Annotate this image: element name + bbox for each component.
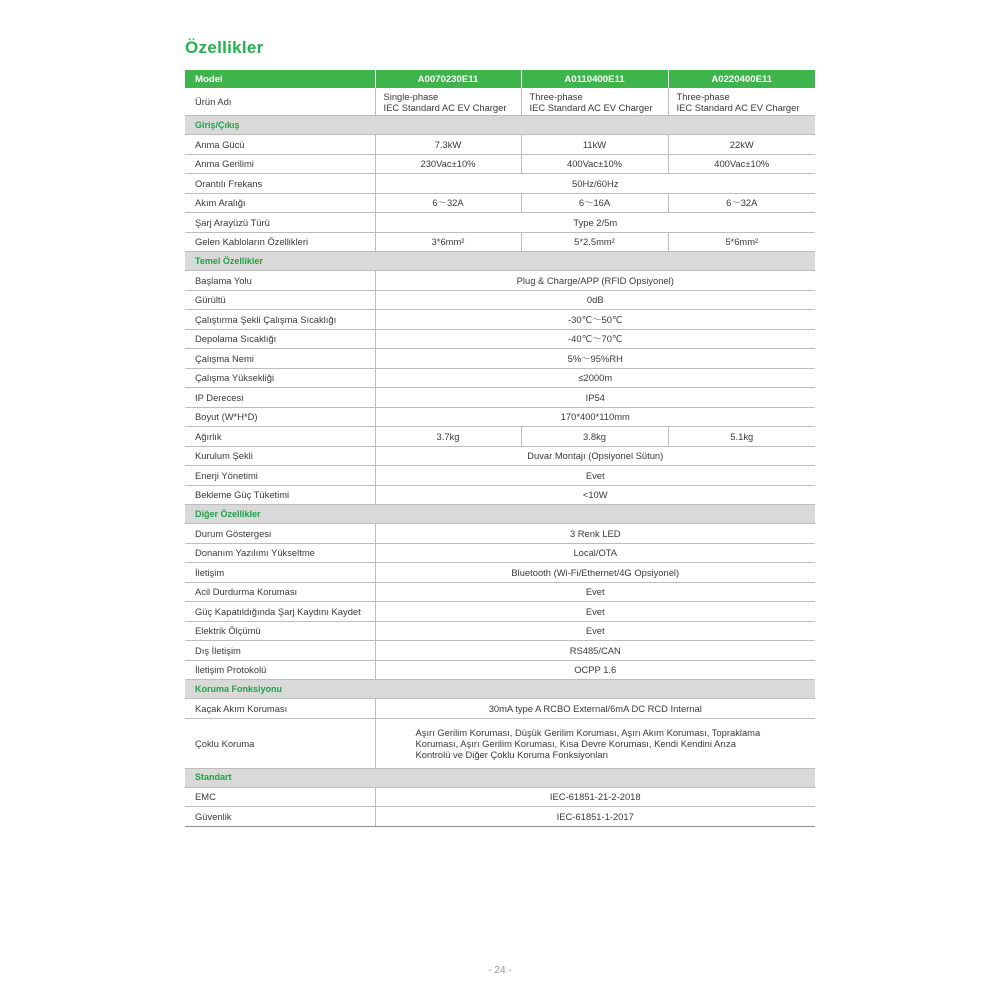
row-label: İletişim Protokolü [185,660,375,680]
spec-table [185,70,815,827]
table-row [185,407,815,427]
table-row [185,466,815,486]
cell-value: 170*400*110mm [375,407,815,427]
table-row [185,446,815,466]
table-row [185,699,815,719]
cell-value: ≤2000m [375,368,815,388]
table-row [185,174,815,194]
row-label: Donanım Yazılımı Yükseltme [185,543,375,563]
row-label: Kurulum Şekli [185,446,375,466]
cell-value: -30℃～50℃ [375,310,815,330]
row-label: Ürün Adı [185,88,375,116]
table-row [185,232,815,252]
cell-value: OCPP 1.6 [375,660,815,680]
cell-value: Evet [375,621,815,641]
cell-value: Evet [375,602,815,622]
table-row [185,787,815,807]
row-label: Depolama Sıcaklığı [185,329,375,349]
cell-value: 5%～95%RH [375,349,815,369]
cell-value: 400Vac±10% [668,154,815,174]
row-label: Elektrik Ölçümü [185,621,375,641]
table-row [185,329,815,349]
cell-value: 5*6mm² [668,232,815,252]
cell-value: 3 Renk LED [375,524,815,544]
model-header: Model [185,70,375,88]
row-label: Bekleme Güç Tüketimi [185,485,375,505]
cell-value: 6～32A [668,193,815,213]
section-header: Standart [185,768,815,787]
section-header: Diğer Özellikler [185,505,815,524]
table-row [185,290,815,310]
table-header-row [185,70,815,88]
table-row [185,602,815,622]
cell-value: 0dB [375,290,815,310]
table-row [185,310,815,330]
row-label: Başlama Yolu [185,271,375,291]
model-col-1: A0070230E11 [375,70,521,88]
product-name-3: Three-phase IEC Standard AC EV Charger [668,88,815,116]
row-label: Orantılı Frekans [185,174,375,194]
row-label: Güç Kapatıldığında Şarj Kaydını Kaydet [185,602,375,622]
cell-value: 22kW [668,135,815,155]
cell-value: 3.7kg [375,427,521,447]
cell-value: 30mA type A RCBO External/6mA DC RCD Internal [375,699,815,719]
cell-value: 400Vac±10% [521,154,668,174]
cell-value: <10W [375,485,815,505]
cell-value: 6～16A [521,193,668,213]
cell-value: Aşırı Gerilim Koruması, Düşük Gerilim Koruması, Aşırı Akım Koruması, Topraklama Koruması, Aşırı Gerilim Koruması, Kısa Devre Koruması, Kendi Kendini Arıza Kontrolü ve Diğer Çoklu Koruma Fonksiyonları [375,718,815,768]
cell-value: 7.3kW [375,135,521,155]
row-label: IP Derecesi [185,388,375,408]
table-row [185,660,815,680]
row-label: Gelen Kabloların Özellikleri [185,232,375,252]
row-label: Çalışma Nemi [185,349,375,369]
cell-value: Type 2/5m [375,213,815,233]
cell-value: 50Hz/60Hz [375,174,815,194]
table-row [185,349,815,369]
table-row [185,807,815,827]
cell-value: IEC-61851-21-2-2018 [375,787,815,807]
row-label: EMC [185,787,375,807]
section-header: Giriş/Çıkış [185,116,815,135]
cell-value: 11kW [521,135,668,155]
row-label: Ağırlık [185,427,375,447]
row-label: Acil Durdurma Koruması [185,582,375,602]
table-row [185,641,815,661]
table-row [185,427,815,447]
table-row [185,213,815,233]
row-label: Anma Gerilimi [185,154,375,174]
cell-value: -40℃～70℃ [375,329,815,349]
table-row [185,154,815,174]
table-row [185,582,815,602]
row-label: Gürültü [185,290,375,310]
row-label: Enerji Yönetimi [185,466,375,486]
row-label: Çoklu Koruma [185,718,375,768]
table-row [185,621,815,641]
page-number: - 24 - [488,965,512,976]
table-row [185,543,815,563]
cell-value: 5*2.5mm² [521,232,668,252]
table-row [185,388,815,408]
cell-value: RS485/CAN [375,641,815,661]
table-row [185,271,815,291]
row-label: Çalıştırma Şekli Çalışma Sıcaklığı [185,310,375,330]
cell-value: Plug & Charge/APP (RFID Opsiyonel) [375,271,815,291]
row-label: Akım Aralığı [185,193,375,213]
row-label: Dış İletişim [185,641,375,661]
table-row [185,718,815,768]
table-row [185,563,815,583]
row-label: Boyut (W*H*D) [185,407,375,427]
table-row [185,88,815,116]
cell-value: Evet [375,582,815,602]
model-col-3: A0220400E11 [668,70,815,88]
row-label: Kaçak Akım Koruması [185,699,375,719]
product-name-2: Three-phase IEC Standard AC EV Charger [521,88,668,116]
cell-value: Bluetooth (Wi-Fi/Ethernet/4G Opsiyonel) [375,563,815,583]
model-col-2: A0110400E11 [521,70,668,88]
page-title: Özellikler [185,38,264,57]
cell-value: IEC-61851-1-2017 [375,807,815,827]
row-label: Güvenlik [185,807,375,827]
row-label: İletişim [185,563,375,583]
cell-value: 230Vac±10% [375,154,521,174]
cell-value: 3*6mm² [375,232,521,252]
cell-value: Evet [375,466,815,486]
table-row [185,485,815,505]
section-header: Koruma Fonksiyonu [185,680,815,699]
cell-value: Local/OTA [375,543,815,563]
row-label: Anma Gücü [185,135,375,155]
cell-value: Duvar Montajı (Opsiyonel Sütun) [375,446,815,466]
row-label: Durum Göstergesi [185,524,375,544]
table-row [185,135,815,155]
table-row [185,368,815,388]
cell-value: 5.1kg [668,427,815,447]
table-row [185,193,815,213]
row-label: Çalışma Yüksekliği [185,368,375,388]
cell-value: 6～32A [375,193,521,213]
section-header: Temel Özellikler [185,252,815,271]
cell-value: IP54 [375,388,815,408]
product-name-1: Single-phase IEC Standard AC EV Charger [375,88,521,116]
row-label: Şarj Arayüzü Türü [185,213,375,233]
table-row [185,524,815,544]
cell-value: 3.8kg [521,427,668,447]
